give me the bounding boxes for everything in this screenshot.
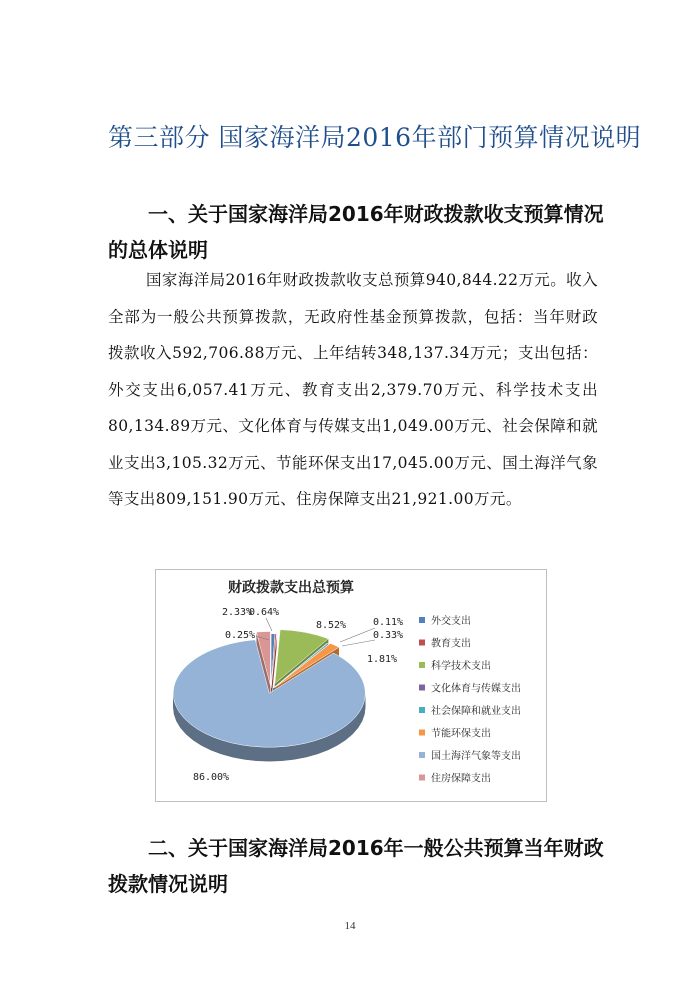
leader-line-1	[266, 618, 272, 631]
legend-label: 国土海洋气象等支出	[431, 751, 521, 762]
chart-legend	[419, 614, 521, 785]
legend-swatch	[419, 617, 425, 623]
legend-swatch	[419, 730, 425, 736]
chart-title: 财政拨款支出总预算	[228, 580, 354, 596]
page-number: 14	[344, 920, 356, 932]
legend-swatch	[419, 752, 425, 758]
legend-label: 社会保障和就业支出	[431, 706, 521, 717]
legend-item-2	[419, 637, 471, 650]
legend-item-5	[419, 704, 521, 717]
legend-label: 节能环保支出	[431, 728, 491, 740]
legend-item-6	[419, 727, 491, 740]
legend-item-3	[419, 659, 491, 672]
pie-slices	[173, 630, 365, 762]
legend-swatch	[419, 640, 425, 646]
legend-label: 住房保障支出	[431, 773, 491, 785]
legend-item-7	[419, 749, 521, 762]
legend-swatch	[419, 662, 425, 668]
section-2-heading: 二、关于国家海洋局2016年一般公共预算当年财政拨款情况说明	[108, 836, 604, 896]
legend-item-1	[419, 614, 471, 627]
section-1-body: 国家海洋局2016年财政拨款收支总预算940,844.22万元。收入全部为一般公共预算拨款，无政府性基金预算拨款，包括：当年财政拨款收入592,706.88万元、上年结转348,137.34万元；支出包括：外交支出6,057.41万元、教育支出2,379.70万元、科学技术支出80,134.89万元、文化体育与传媒支出1,049.00万元、社会保障和就业支出3,105.32万元、节能环保支出17,045.00万元、国土海洋气象等支出809,151.90万元、住房保障支出21,921.00万元。	[108, 271, 598, 508]
legend-label: 教育支出	[431, 638, 471, 650]
legend-item-8	[419, 772, 491, 785]
data-label-3: 8.52%	[315, 620, 347, 631]
data-label-6: 1.81%	[366, 654, 398, 665]
legend-swatch	[419, 775, 425, 781]
section-1-heading: 一、关于国家海洋局2016年财政拨款收支预算情况的总体说明	[108, 202, 604, 262]
data-label-2: 0.25%	[224, 630, 256, 641]
legend-label: 外交支出	[431, 616, 471, 627]
data-label-4: 0.11%	[372, 617, 404, 628]
pie-chart	[155, 569, 547, 802]
legend-swatch	[419, 707, 425, 713]
data-label-8: 2.33%	[221, 607, 253, 618]
legend-item-4	[419, 682, 521, 695]
part-title: 第三部分 国家海洋局2016年部门预算情况说明	[108, 123, 642, 152]
data-label-1: 0.64%	[248, 607, 280, 618]
leader-line-3	[342, 640, 375, 646]
legend-swatch	[419, 685, 425, 691]
data-label-7: 86.00%	[192, 772, 230, 783]
data-label-5: 0.33%	[372, 630, 404, 641]
pie-chart-svg	[156, 570, 546, 801]
legend-label: 科学技术支出	[431, 661, 491, 672]
legend-label: 文化体育与传媒支出	[431, 683, 521, 695]
